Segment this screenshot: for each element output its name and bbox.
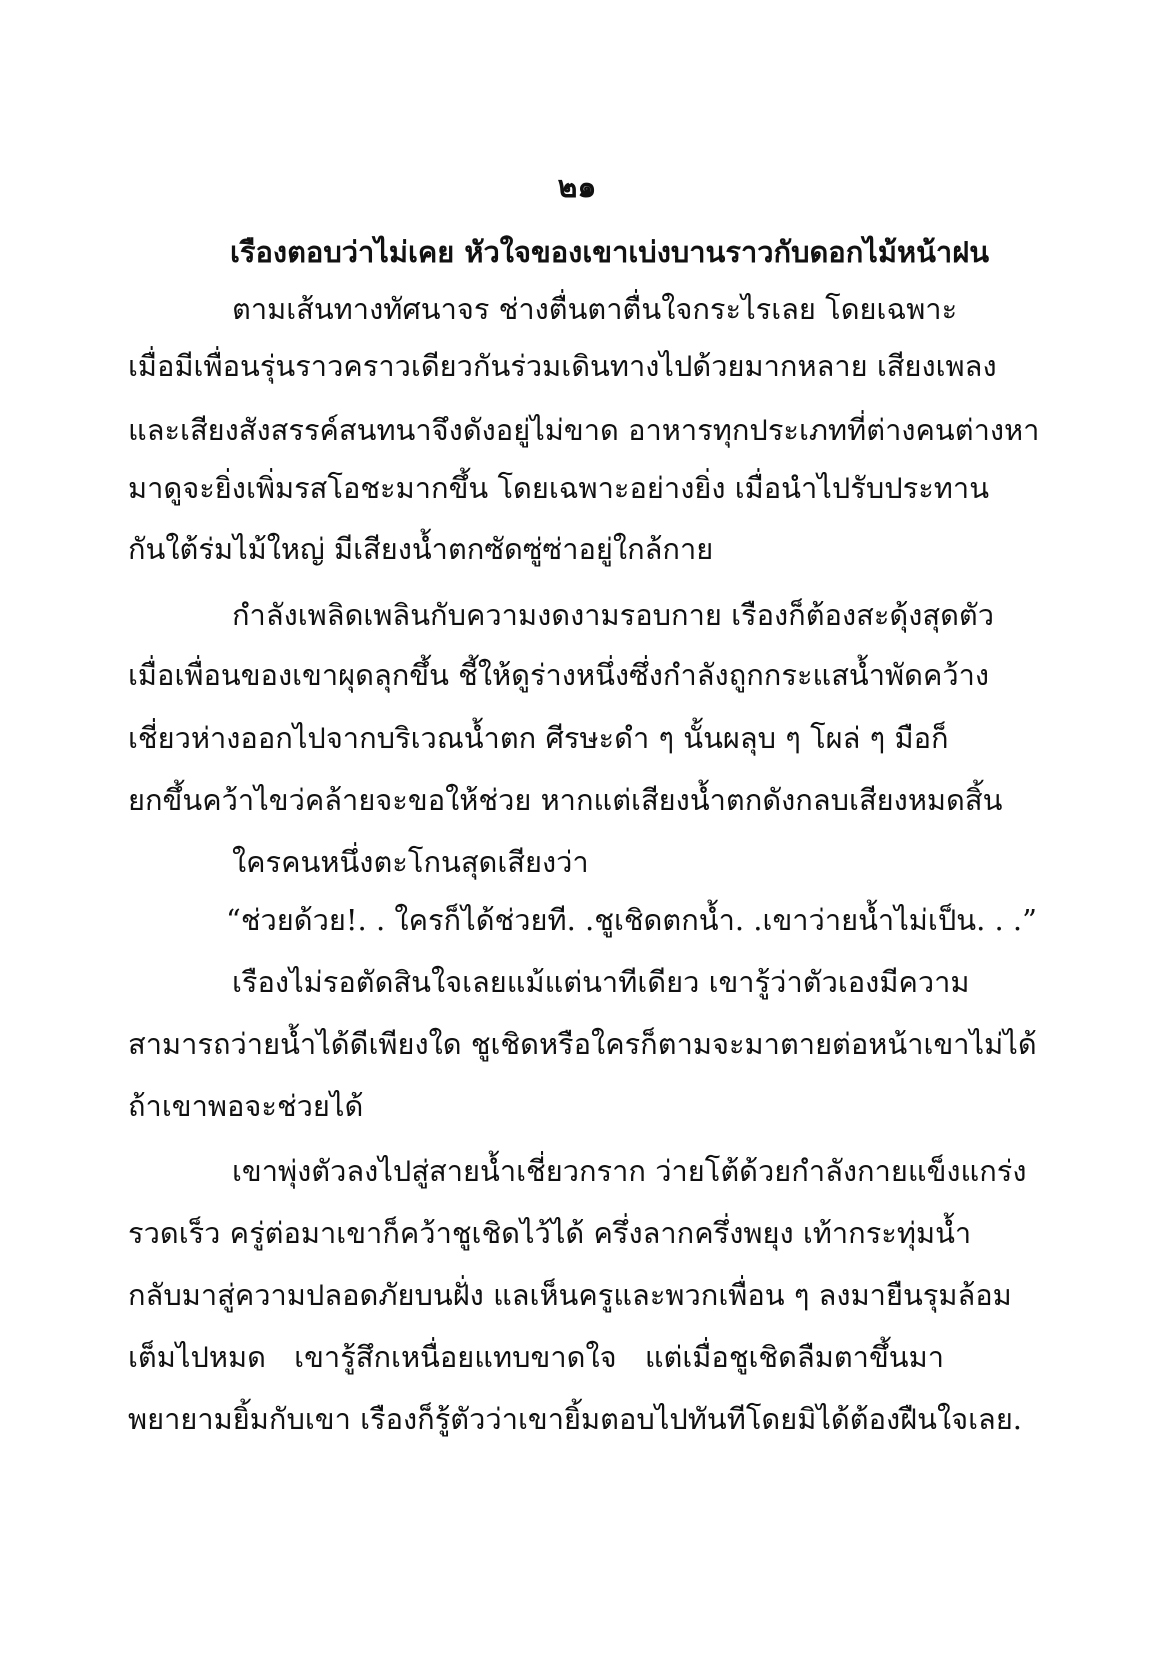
- text-line-4: และเสียงสังสรรค์สนทนาจึงดังอยู่ไม่ขาด อาหารทุกประเภทที่ต่างคนต่างหา: [128, 413, 1040, 447]
- text-line-6: กันใต้ร่มไม้ใหญ่ มีเสียงน้ำตกซัดซู่ซ่าอยู่ใกล้กาย: [128, 532, 714, 566]
- text-line-2: ตามเส้นทางทัศนาจร ช่างตื่นตาตื่นใจกระไรเลย โดยเฉพาะ: [232, 292, 958, 326]
- text-line-9: เชี่ยวห่างออกไปจากบริเวณน้ำตก ศีรษะดำ ๆ นั้นผลุบ ๆ โผล่ ๆ มือก็: [128, 721, 949, 755]
- text-line-3: เมื่อมีเพื่อนรุ่นราวคราวเดียวกันร่วมเดินทางไปด้วยมากหลาย เสียงเพลง: [128, 349, 997, 383]
- text-line-10: ยกขึ้นคว้าไขว่คล้ายจะขอให้ช่วย หากแต่เสียงน้ำตกดังกลบเสียงหมดสิ้น: [128, 783, 1003, 817]
- page-number: ๒๑: [557, 170, 597, 205]
- text-line-13: เรืองไม่รอตัดสินใจเลยแม้แต่นาทีเดียว เขารู้ว่าตัวเองมีความ: [232, 965, 970, 999]
- text-line-12: “ช่วยด้วย!. . ใครก็ได้ช่วยที. .ชูเชิดตกน้ำ. .เขาว่ายน้ำไม่เป็น. . .”: [226, 903, 1037, 937]
- text-line-15: ถ้าเขาพอจะช่วยได้: [128, 1089, 364, 1123]
- text-line-7: กำลังเพลิดเพลินกับความงดงามรอบกาย เรืองก็ต้องสะดุ้งสุดตัว: [232, 598, 995, 632]
- text-line-14: สามารถว่ายน้ำได้ดีเพียงใด ชูเชิดหรือใครก็ตามจะมาตายต่อหน้าเขาไม่ได้: [128, 1027, 1037, 1061]
- text-line-8: เมื่อเพื่อนของเขาผุดลุกขึ้น ชี้ให้ดูร่างหนึ่งซึ่งกำลังถูกกระแสน้ำพัดคว้าง: [128, 658, 990, 692]
- text-line-20: พยายามยิ้มกับเขา เรืองก็รู้ตัวว่าเขายิ้มตอบไปทันทีโดยมิได้ต้องฝืนใจเลย.: [128, 1402, 1023, 1436]
- text-line-11: ใครคนหนึ่งตะโกนสุดเสียงว่า: [232, 845, 589, 879]
- text-line-5: มาดูจะยิ่งเพิ่มรสโอชะมากขึ้น โดยเฉพาะอย่างยิ่ง เมื่อนำไปรับประทาน: [128, 471, 990, 505]
- text-line-18: กลับมาสู่ความปลอดภัยบนฝั่ง แลเห็นครูและพวกเพื่อน ๆ ลงมายืนรุมล้อม: [128, 1278, 1012, 1312]
- text-line-19: เต็มไปหมด เขารู้สึกเหนื่อยแทบขาดใจ แต่เมื่อชูเชิดลืมตาขึ้นมา: [128, 1340, 944, 1374]
- text-line-16: เขาพุ่งตัวลงไปสู่สายน้ำเชี่ยวกราก ว่ายโต้ด้วยกำลังกายแข็งแกร่ง: [232, 1154, 1027, 1188]
- text-line-17: รวดเร็ว ครู่ต่อมาเขาก็คว้าชูเชิดไว้ได้ ครึ่งลากครึ่งพยุง เท้ากระทุ่มน้ำ: [128, 1216, 972, 1250]
- text-line-1: เรืองตอบว่าไม่เคย หัวใจของเขาเบ่งบานราวกับดอกไม้หน้าฝน: [230, 235, 990, 269]
